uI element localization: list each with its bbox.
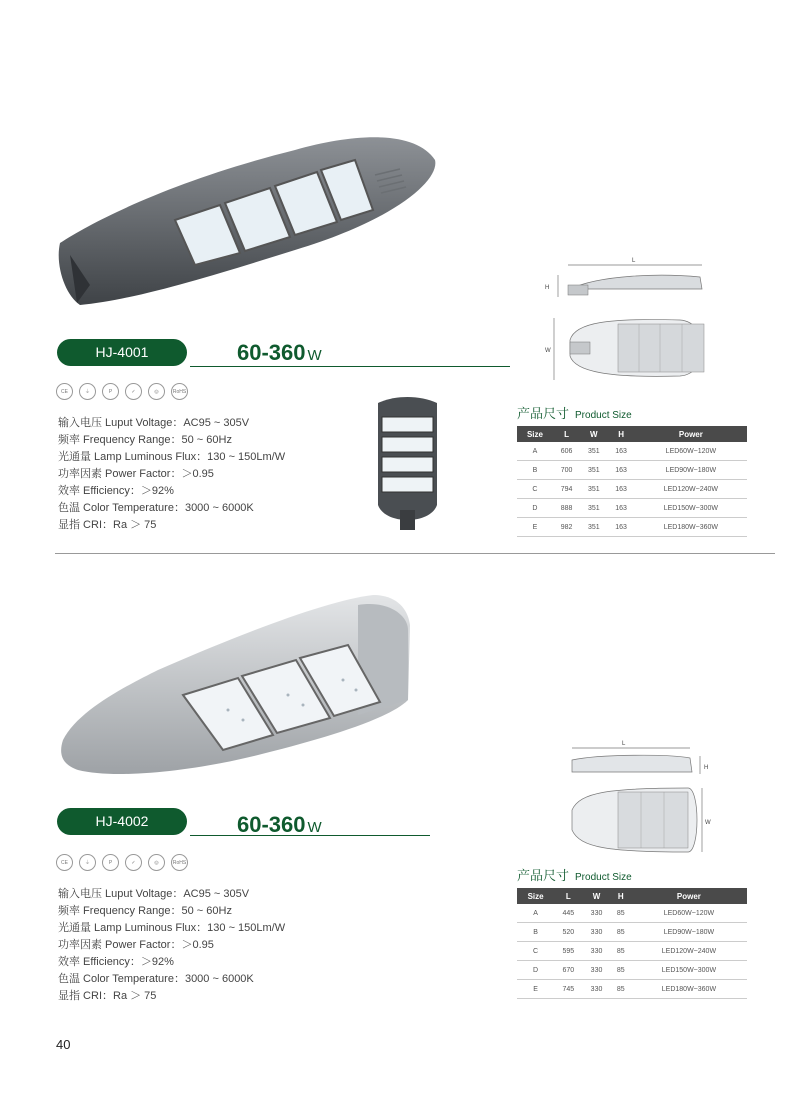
table-cell: 595	[554, 942, 582, 961]
table-cell: LED150W~300W	[631, 961, 747, 980]
table-cell: 520	[554, 923, 582, 942]
section-divider	[55, 553, 775, 554]
table-row	[517, 980, 747, 999]
spec-item: 频率 Frequency Range：50 ~ 60Hz	[58, 905, 232, 917]
table-cell: E	[517, 980, 554, 999]
table-cell: A	[517, 442, 553, 461]
table-cell: 330	[582, 942, 610, 961]
spec-item: 光通量 Lamp Luminous Flux：130 ~ 150Lm/W	[58, 922, 286, 934]
spec-item: 功率因素 Power Factor：＞0.95	[58, 468, 214, 480]
product-size-title	[517, 403, 632, 422]
wattage-range	[237, 340, 322, 366]
spec-item: 频率 Frequency Range：50 ~ 60Hz	[58, 434, 232, 446]
table-row	[517, 923, 747, 942]
table-cell: 85	[611, 961, 631, 980]
dimension-drawing-top-hj4002	[560, 780, 720, 860]
table-row	[517, 961, 747, 980]
table-row	[517, 499, 747, 518]
dim-label-l: L	[622, 741, 626, 747]
col-header-power: Power	[631, 888, 747, 904]
p-cert-icon: P	[102, 383, 119, 400]
dim-label-h: H	[704, 765, 709, 771]
col-header-l: L	[553, 426, 580, 442]
table-cell: 351	[580, 461, 607, 480]
spec-item: 输入电压 Luput Voltage：AC95 ~ 305V	[58, 888, 250, 900]
table-header-row	[517, 426, 747, 442]
col-header-size: Size	[517, 888, 554, 904]
wattage-range	[237, 812, 322, 838]
col-header-w: W	[580, 426, 607, 442]
product-front-photo-hj4001	[370, 395, 445, 535]
col-header-w: W	[582, 888, 610, 904]
product-photo-hj4002	[58, 590, 418, 785]
table-cell: D	[517, 499, 553, 518]
dim-label-w: W	[545, 348, 551, 354]
table-row	[517, 461, 747, 480]
certification-icons	[56, 383, 188, 400]
table-row	[517, 904, 747, 923]
table-cell: LED120W~240W	[635, 480, 747, 499]
table-cell: LED60W~120W	[631, 904, 747, 923]
dimension-drawing-side-hj4002	[560, 738, 720, 780]
spec-item: 功率因素 Power Factor：＞0.95	[58, 939, 214, 951]
table-cell: 351	[580, 499, 607, 518]
size-title-cn: 产品尺寸	[517, 868, 570, 883]
col-header-power: Power	[635, 426, 747, 442]
table-cell: 85	[611, 980, 631, 999]
table-cell: LED180W~360W	[635, 518, 747, 537]
table-cell: 982	[553, 518, 580, 537]
dim-label-l: L	[632, 258, 636, 264]
table-cell: 670	[554, 961, 582, 980]
ground-cert-icon: ⏚	[79, 854, 96, 871]
table-cell: 606	[553, 442, 580, 461]
table-cell: 330	[582, 904, 610, 923]
table-cell: 794	[553, 480, 580, 499]
table-cell: LED60W~120W	[635, 442, 747, 461]
dimension-drawing-top-hj4001	[540, 310, 715, 385]
model-badge: HJ-4002	[57, 808, 187, 835]
table-cell: 85	[611, 942, 631, 961]
col-header-h: H	[607, 426, 634, 442]
table-cell: LED90W~180W	[631, 923, 747, 942]
table-cell: 330	[582, 923, 610, 942]
col-header-h: H	[611, 888, 631, 904]
col-header-l: L	[554, 888, 582, 904]
table-cell: B	[517, 923, 554, 942]
spec-item: 输入电压 Luput Voltage：AC95 ~ 305V	[58, 417, 250, 429]
circle-cert-icon: ◎	[148, 854, 165, 871]
table-cell: LED90W~180W	[635, 461, 747, 480]
table-cell: B	[517, 461, 553, 480]
size-table-hj4001	[517, 426, 747, 537]
table-cell: 330	[582, 980, 610, 999]
table-cell: 445	[554, 904, 582, 923]
rohs-cert-icon: RoHS	[171, 854, 188, 871]
ce-cert-icon: CE	[56, 383, 73, 400]
p-cert-icon: P	[102, 854, 119, 871]
table-cell: 700	[553, 461, 580, 480]
wattage-range-value: 60-360	[237, 340, 306, 365]
spec-item: 效率 Efficiency：＞92%	[58, 485, 174, 497]
table-header-row	[517, 888, 747, 904]
product-photo-hj4001	[55, 125, 445, 310]
table-cell: LED120W~240W	[631, 942, 747, 961]
table-cell: LED150W~300W	[635, 499, 747, 518]
check-cert-icon: ✓	[125, 854, 142, 871]
table-cell: 351	[580, 480, 607, 499]
table-cell: 163	[607, 461, 634, 480]
table-cell: E	[517, 518, 553, 537]
ce-cert-icon: CE	[56, 854, 73, 871]
table-cell: 330	[582, 961, 610, 980]
dim-label-h: H	[545, 285, 550, 291]
model-badge: HJ-4001	[57, 339, 187, 366]
rohs-cert-icon: RoHS	[171, 383, 188, 400]
page-number: 40	[56, 1037, 71, 1052]
table-cell: 85	[611, 904, 631, 923]
dimension-drawing-side-hj4001	[540, 255, 715, 310]
table-row	[517, 518, 747, 537]
spec-item: 显指 CRI：Ra ＞ 75	[58, 519, 157, 531]
table-cell: 745	[554, 980, 582, 999]
wattage-range-value: 60-360	[237, 812, 306, 837]
spec-item: 显指 CRI：Ra ＞ 75	[58, 990, 157, 1002]
table-cell: 163	[607, 442, 634, 461]
table-cell: 351	[580, 442, 607, 461]
spec-item: 色温 Color Temperature：3000 ~ 6000K	[58, 502, 254, 514]
size-title-en: Product Size	[575, 872, 632, 883]
table-cell: 85	[611, 923, 631, 942]
table-cell: 888	[553, 499, 580, 518]
spec-item: 色温 Color Temperature：3000 ~ 6000K	[58, 973, 254, 985]
wattage-unit: W	[307, 347, 322, 364]
product-size-title	[517, 865, 632, 884]
wattage-unit: W	[307, 819, 322, 836]
table-cell: A	[517, 904, 554, 923]
table-cell: LED180W~360W	[631, 980, 747, 999]
check-cert-icon: ✓	[125, 383, 142, 400]
table-row	[517, 942, 747, 961]
certification-icons	[56, 854, 188, 871]
spec-list	[58, 886, 285, 1005]
table-cell: 163	[607, 518, 634, 537]
table-cell: 163	[607, 499, 634, 518]
spec-list	[58, 415, 285, 534]
ground-cert-icon: ⏚	[79, 383, 96, 400]
size-title-en: Product Size	[575, 410, 632, 421]
table-cell: D	[517, 961, 554, 980]
table-row	[517, 480, 747, 499]
table-cell: 163	[607, 480, 634, 499]
table-row	[517, 442, 747, 461]
circle-cert-icon: ◎	[148, 383, 165, 400]
dim-label-w: W	[705, 820, 711, 826]
size-title-cn: 产品尺寸	[517, 406, 570, 421]
spec-item: 光通量 Lamp Luminous Flux：130 ~ 150Lm/W	[58, 451, 286, 463]
table-cell: C	[517, 480, 553, 499]
col-header-size: Size	[517, 426, 553, 442]
table-cell: 351	[580, 518, 607, 537]
spec-item: 效率 Efficiency：＞92%	[58, 956, 174, 968]
table-cell: C	[517, 942, 554, 961]
size-table-hj4002	[517, 888, 747, 999]
model-underline	[190, 366, 510, 367]
